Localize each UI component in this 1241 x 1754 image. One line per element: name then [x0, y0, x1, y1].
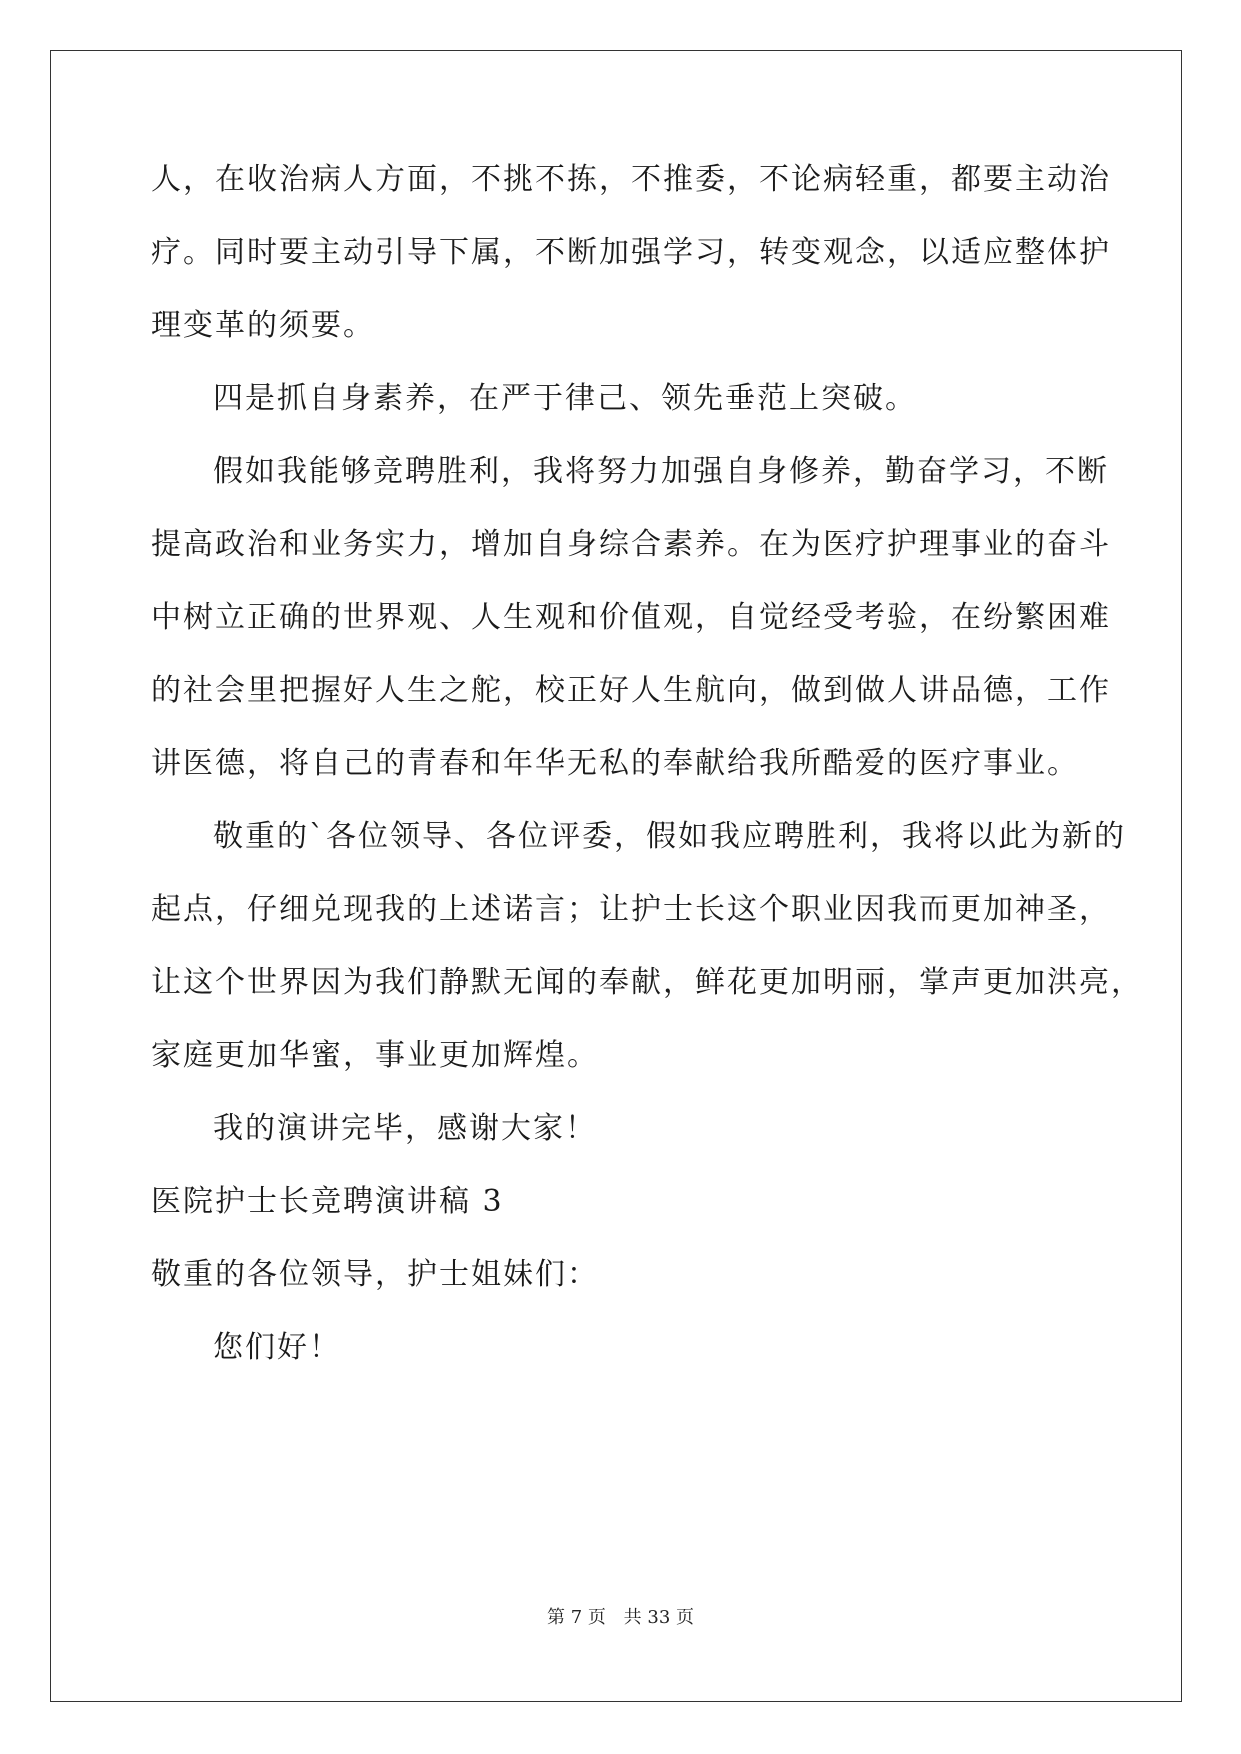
page-number: 第 7 页	[547, 1607, 606, 1628]
text-line: 讲医德，将自己的青春和年华无私的奉献给我所酷爱的医疗事业。	[151, 746, 1079, 781]
salutation: 敬重的各位领导，护士姐妹们：	[151, 1257, 599, 1292]
text-line: 人，在收治病人方面，不挑不拣，不推委，不论病轻重，都要主动治	[151, 162, 1111, 197]
section-heading: 医院护士长竞聘演讲稿 3	[151, 1184, 504, 1219]
page-border	[50, 50, 1182, 1702]
text-line: 敬重的`各位领导、各位评委，假如我应聘胜利，我将以此为新的	[213, 819, 1126, 854]
greeting: 您们好！	[213, 1330, 341, 1365]
text-line: 我的演讲完毕，感谢大家！	[213, 1111, 597, 1146]
page-total: 共 33 页	[623, 1607, 694, 1628]
text-line: 让这个世界因为我们静默无闻的奉献，鲜花更加明丽，掌声更加洪亮，	[151, 965, 1143, 1000]
text-line: 起点，仔细兑现我的上述诺言；让护士长这个职业因我而更加神圣，	[151, 892, 1111, 927]
page-footer	[0, 1606, 1241, 1630]
text-line: 的社会里把握好人生之舵，校正好人生航向，做到做人讲品德，工作	[151, 673, 1111, 708]
text-line: 家庭更加华蜜，事业更加辉煌。	[151, 1038, 599, 1073]
text-line: 四是抓自身素养，在严于律己、领先垂范上突破。	[213, 381, 917, 416]
text-line: 疗。同时要主动引导下属，不断加强学习，转变观念，以适应整体护	[151, 235, 1111, 270]
text-line: 提高政治和业务实力，增加自身综合素养。在为医疗护理事业的奋斗	[151, 527, 1111, 562]
text-line: 理变革的须要。	[151, 308, 375, 343]
text-line: 中树立正确的世界观、人生观和价值观，自觉经受考验，在纷繁困难	[151, 600, 1111, 635]
text-line: 假如我能够竞聘胜利，我将努力加强自身修养，勤奋学习，不断	[213, 454, 1109, 489]
